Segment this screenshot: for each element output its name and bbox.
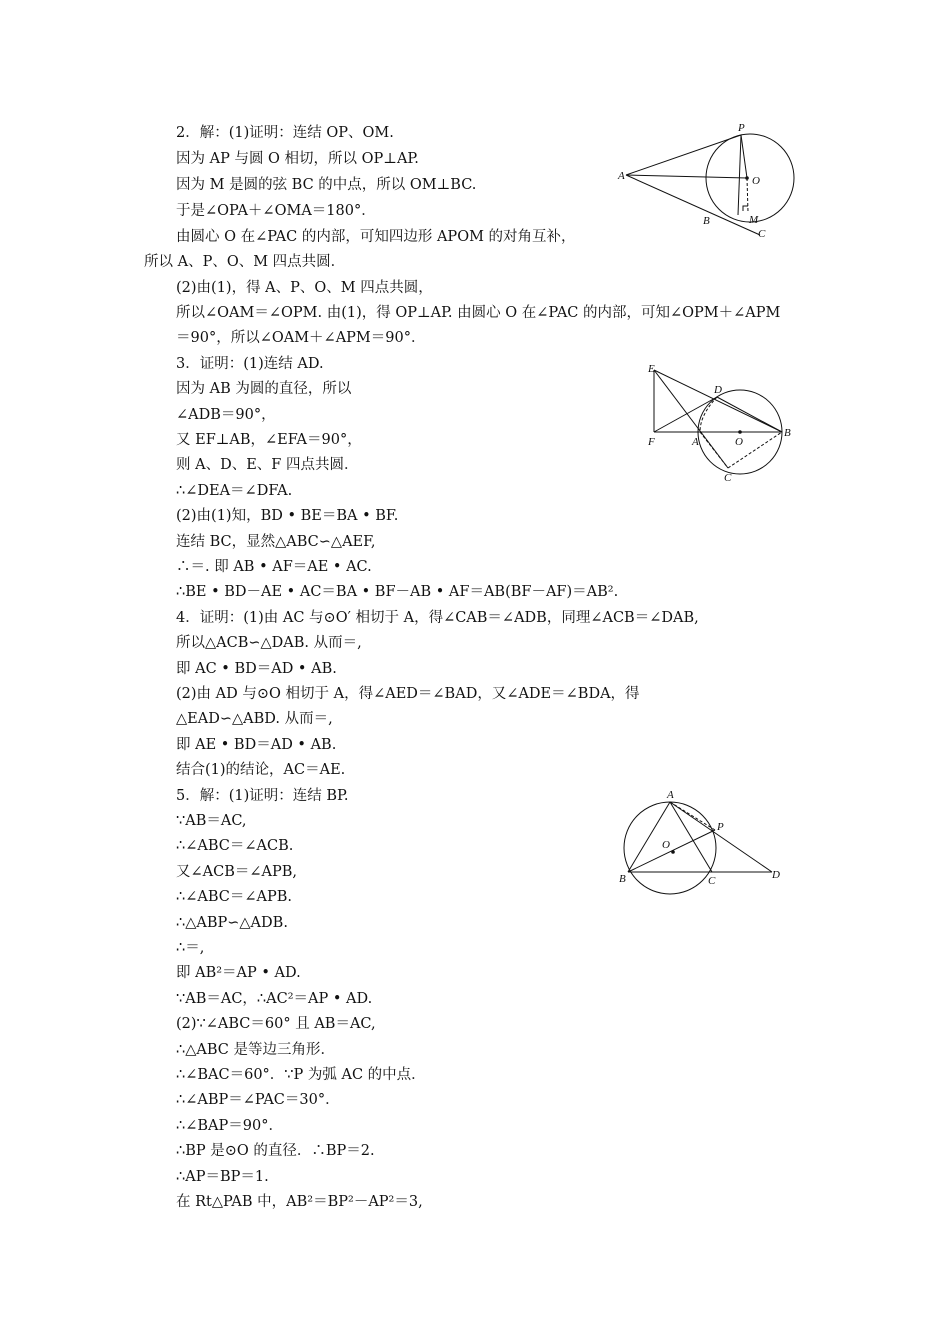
- fig1-label: B: [703, 215, 710, 227]
- text-line: ∵AB＝AC,: [176, 813, 247, 829]
- text-line: 2．解：(1)证明：连结 OP、OM.: [176, 125, 394, 141]
- circle-o: [706, 134, 794, 222]
- fig1-label: P: [738, 122, 745, 134]
- text-line: ∵AB＝AC，∴AC²＝AP • AD.: [176, 991, 373, 1007]
- circle-o: [624, 802, 716, 894]
- fig2-label: O: [735, 436, 743, 448]
- fig3-label: A: [667, 789, 674, 801]
- text-line: ∴△ABC 是等边三角形．: [176, 1042, 335, 1058]
- text-line: 因为 M 是圆的弦 BC 的中点，所以 OM⊥BC.: [176, 177, 477, 193]
- text-line: 3．证明：(1)连结 AD.: [176, 356, 324, 372]
- fig2-label: D: [714, 384, 722, 396]
- fig1-label: O: [752, 175, 760, 187]
- text-line: 4．证明：(1)由 AC 与⊙O′ 相切于 A，得∠CAB＝∠ADB，同理∠ACB＝∠DAB,: [176, 610, 699, 626]
- text-line: 即 AC • BD＝AD • AB.: [176, 661, 337, 677]
- text-line: 结合(1)的结论，AC＝AE.: [176, 762, 346, 778]
- text-line: 即 AB²＝AP • AD.: [176, 965, 301, 981]
- fig2-label: F: [648, 436, 655, 448]
- fig2-label: A: [692, 436, 699, 448]
- fig2-label: B: [784, 427, 791, 439]
- text-line: ∴∠DEA＝∠DFA.: [176, 483, 293, 499]
- fig1-label: A: [618, 170, 625, 182]
- fig2-label: E: [648, 363, 655, 375]
- text-line: 则 A、D、E、F 四点共圆．: [176, 457, 359, 473]
- fig1-label: C: [758, 228, 766, 240]
- text-line: 在 Rt△PAB 中，AB²＝BP²－AP²＝3,: [176, 1194, 423, 1210]
- text-line: 所以 A、P、O、M 四点共圆．: [144, 254, 346, 270]
- text-line: (2)由(1)知，BD • BE＝BA • BF.: [176, 508, 399, 524]
- text-line: 即 AE • BD＝AD • AB.: [176, 737, 337, 753]
- figure-diameter-circle: [640, 360, 815, 485]
- text-line: ∴△ABP∽△ADB.: [176, 915, 288, 931]
- text-line: ∴＝,: [176, 940, 205, 956]
- text-line: 又∠ACB＝∠APB,: [176, 864, 298, 880]
- fig2-label: C: [724, 472, 732, 484]
- text-line: ＝90°，所以∠OAM＋∠APM＝90°．: [176, 330, 426, 346]
- text-line: ∴∠ABC＝∠APB.: [176, 889, 293, 905]
- text-line: ∴∠ABC＝∠ACB.: [176, 838, 294, 854]
- text-line: 于是∠OPA＋∠OMA＝180°．: [176, 203, 376, 219]
- text-line: ∴∠BAC＝60°．∵P 为弧 AC 的中点．: [176, 1067, 426, 1083]
- fig3-label: C: [708, 875, 716, 887]
- text-line: 所以△ACB∽△DAB. 从而＝,: [176, 635, 362, 651]
- text-line: 连结 BC，显然△ABC∽△AEF,: [176, 534, 376, 550]
- text-line: ∴＝. 即 AB • AF＝AE • AC.: [176, 559, 372, 575]
- text-line: 因为 AP 与圆 O 相切，所以 OP⊥AP.: [176, 151, 419, 167]
- fig1-label: M: [749, 214, 759, 226]
- fig3-label: O: [662, 839, 670, 851]
- text-line: ∠ADB＝90°，: [176, 407, 276, 423]
- fig3-label: B: [619, 873, 626, 885]
- text-line: ∴BE • BD－AE • AC＝BA • BF－AB • AF＝AB(BF－AF)＝AB².: [176, 584, 619, 600]
- text-line: 5．解：(1)证明：连结 BP.: [176, 788, 349, 804]
- text-line: (2)由 AD 与⊙O 相切于 A，得∠AED＝∠BAD，又∠ADE＝∠BDA，得: [176, 686, 640, 702]
- text-line: 又 EF⊥AB，∠EFA＝90°，: [176, 432, 362, 448]
- text-line: (2)∵∠ABC＝60° 且 AB＝AC,: [176, 1016, 376, 1032]
- text-line: ∴∠ABP＝∠PAC＝30°．: [176, 1092, 340, 1108]
- text-line: △EAD∽△ABD. 从而＝,: [176, 711, 333, 727]
- figure-inscribed-triangle: [612, 788, 792, 900]
- figure-tangent-circle: [610, 118, 810, 248]
- text-line: 因为 AB 为圆的直径，所以: [176, 381, 352, 397]
- text-line: ∴AP＝BP＝1.: [176, 1169, 269, 1185]
- text-line: 由圆心 O 在∠PAC 的内部，可知四边形 APOM 的对角互补，: [176, 229, 576, 245]
- fig3-label: P: [717, 821, 724, 833]
- text-line: ∴BP 是⊙O 的直径．∴BP＝2.: [176, 1143, 375, 1159]
- text-line: (2)由(1)，得 A、P、O、M 四点共圆，: [176, 280, 433, 296]
- fig3-label: D: [772, 869, 780, 881]
- text-line: 所以∠OAM＝∠OPM. 由(1)，得 OP⊥AP. 由圆心 O 在∠PAC 的内部，可知∠OPM＋∠APM: [176, 305, 781, 321]
- text-line: ∴∠BAP＝90°．: [176, 1118, 283, 1134]
